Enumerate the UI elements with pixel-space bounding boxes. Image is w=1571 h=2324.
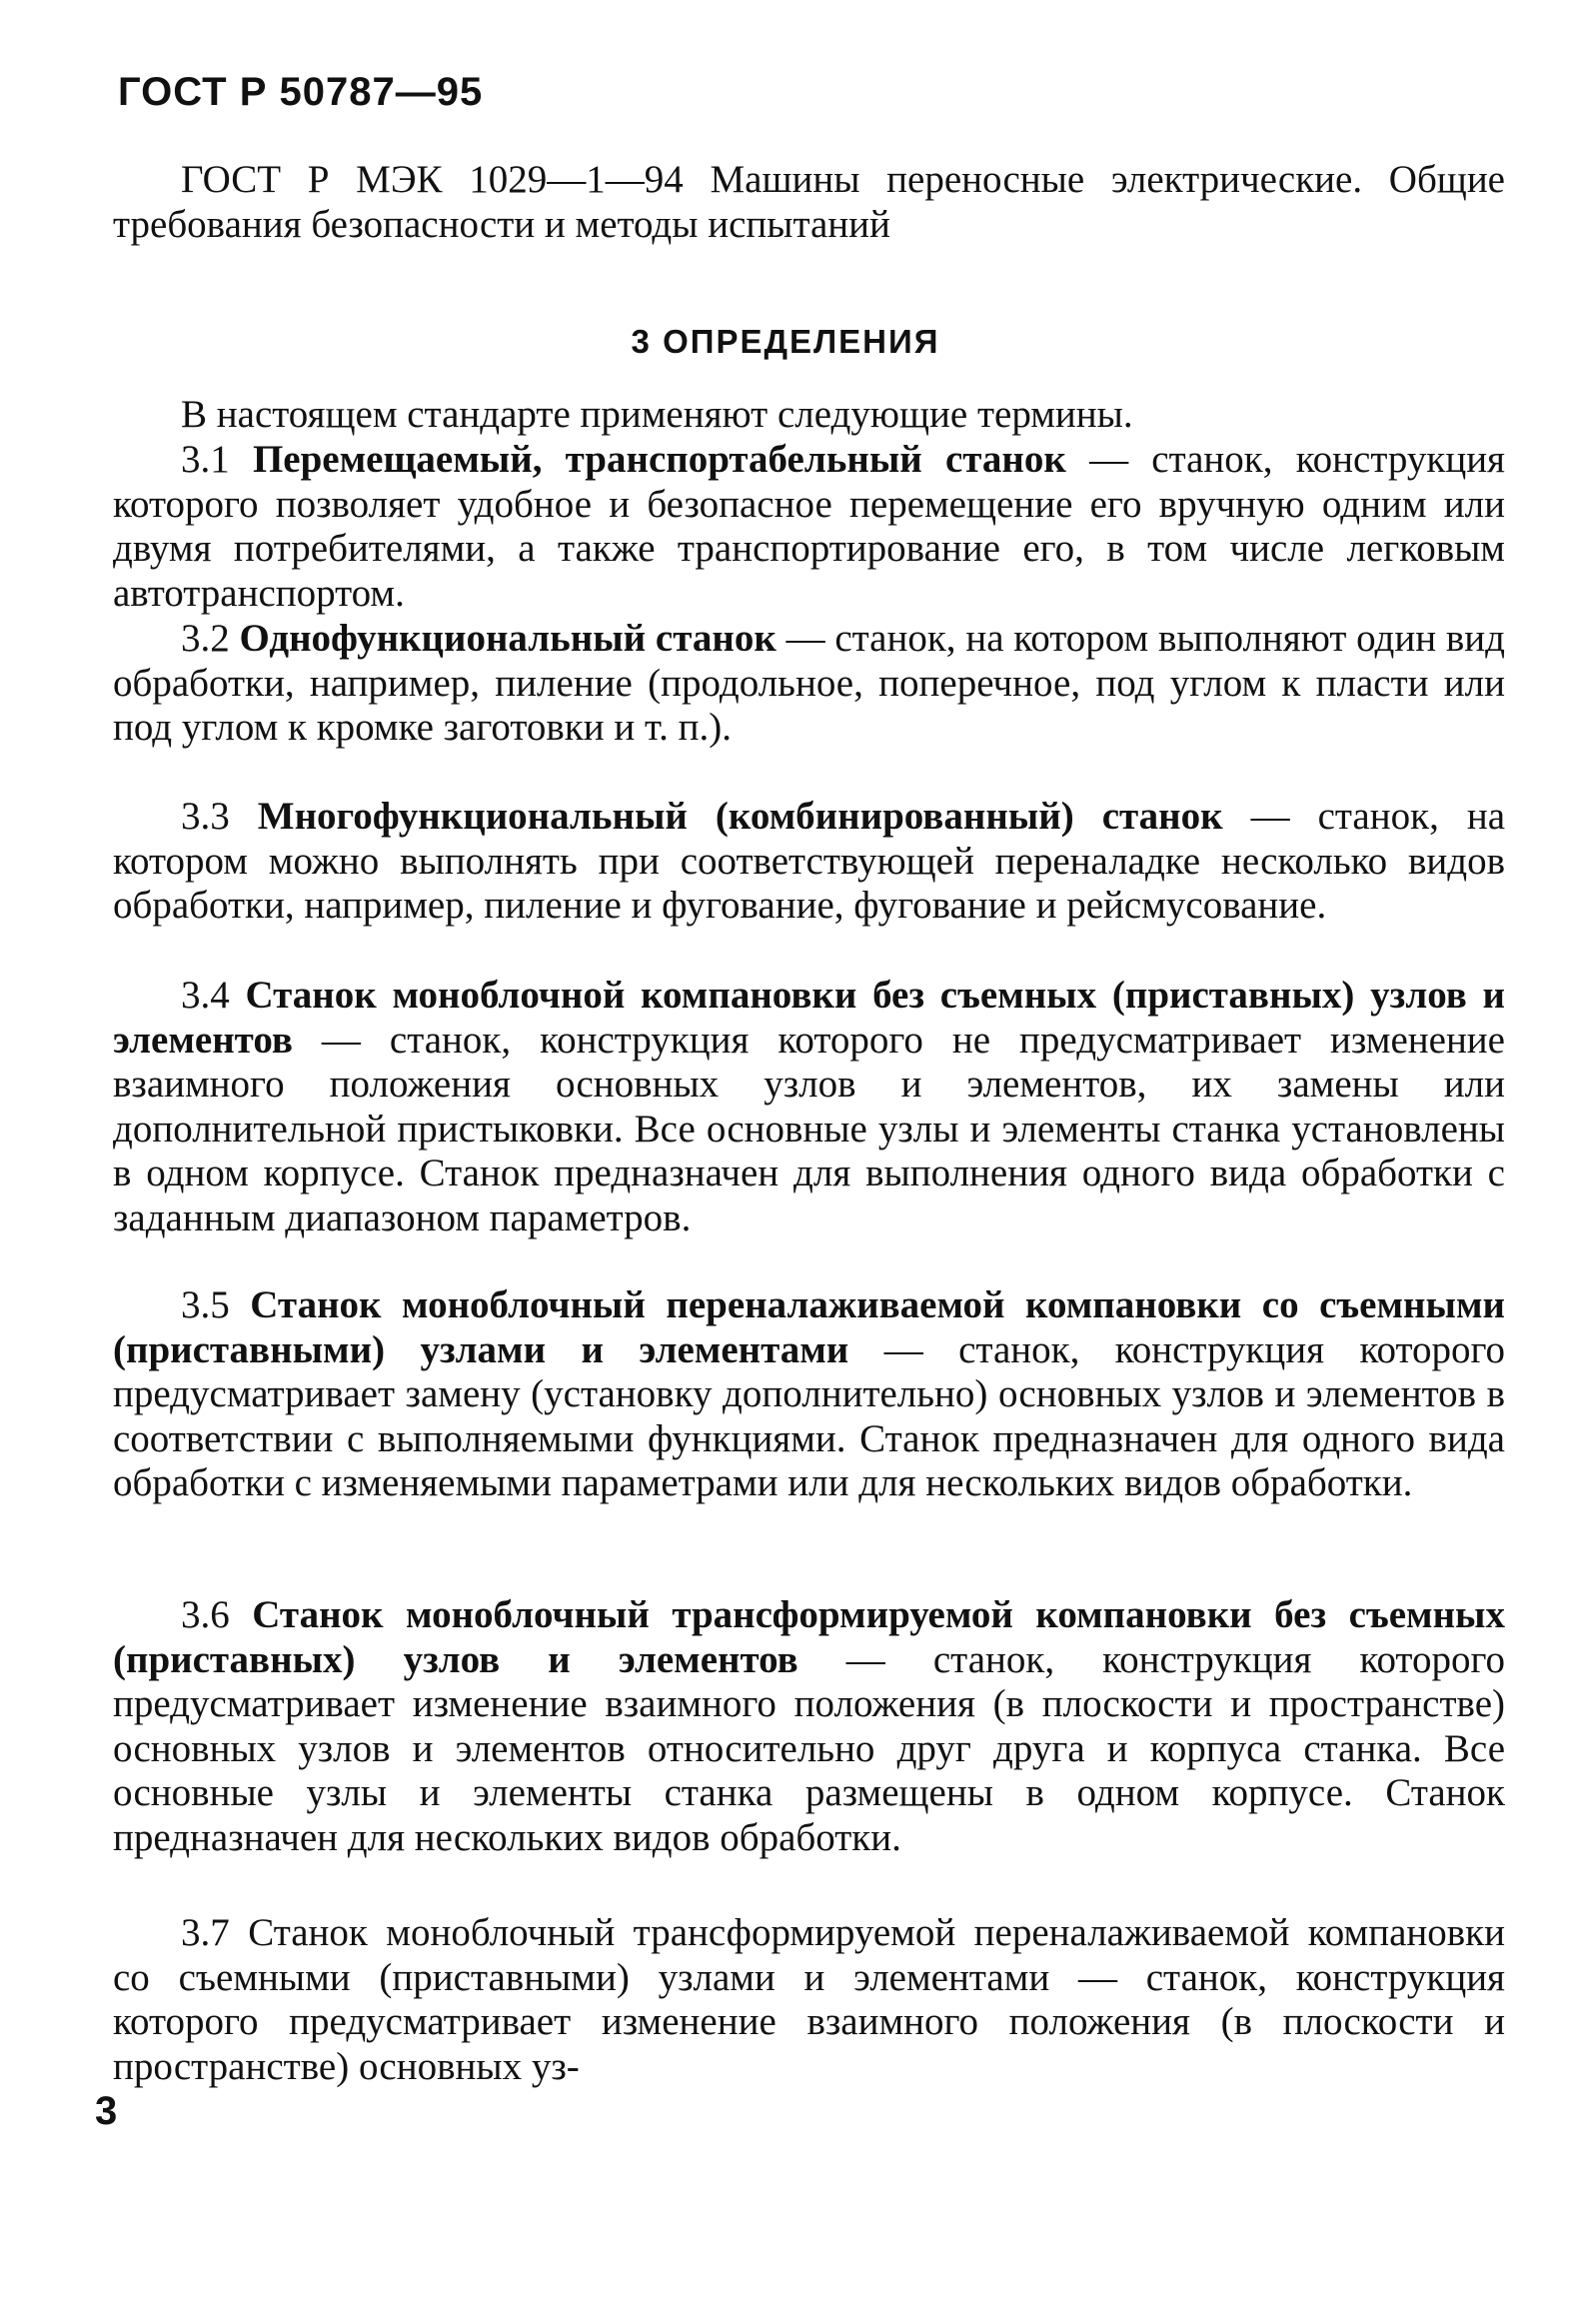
definition-number: 3.6: [181, 1593, 230, 1636]
definition-term: Станок моноблочной компановки без съемных (приставных) узлов и элементов: [113, 974, 1505, 1062]
definition-text: — станок, конструкция которого позволяет удобное и безопасное перемещение его вручную одним или двумя потребителями, а также транспортирование его, в том числе легковым автотранспортом.: [113, 438, 1505, 615]
definition-number: 3.3: [181, 795, 230, 838]
definition-3-3: [113, 795, 1505, 929]
definition-text: Станок моноблочный трансформируемой переналаживаемой компановки со съемными (приставными) узлами и элементами — станок, конструкция которого предусматривает изменение взаимного положения (в плоскости и пространстве) основных уз-: [113, 1911, 1505, 2088]
intro-paragraph: [113, 393, 1505, 438]
definition-3-2: [113, 617, 1505, 751]
definition-text: — станок, конструкция которого не предусматривает изменение взаимного положения основных узлов и элементов, их замены или дополнительной пристыковки. Все основные узлы и элементы станка установлены в одном корпусе. Станок предназначен для выполнения одного вида обработки с заданным диапазоном параметров.: [113, 1018, 1505, 1239]
document-header: ГОСТ Р 50787—95: [118, 70, 484, 114]
definition-text: — станок, конструкция которого предусматривает изменение взаимного положения (в плоскости и пространстве) основных узлов и элементов относительно друг друга и корпуса станка. Все основные узлы и элементы станка размещены в одном корпусе. Станок предназначен для нескольких видов обработки.: [113, 1637, 1505, 1859]
definition-3-7: [113, 1911, 1505, 2089]
definition-text: — станок, конструкция которого предусматривает замену (установку дополнительно) основных узлов и элементов в соответствии с выполняемыми функциями. Станок предназначен для одного вида обработки с изменяемыми параметрами или для нескольких видов обработки.: [113, 1327, 1506, 1504]
definition-number: 3.2: [181, 617, 230, 660]
definition-number: 3.4: [181, 974, 230, 1017]
definition-3-1: [113, 438, 1505, 616]
definition-3-5: [113, 1283, 1505, 1506]
definition-3-6: [113, 1593, 1505, 1860]
definition-number: 3.5: [181, 1283, 230, 1326]
reference-paragraph: [113, 158, 1505, 247]
definition-text: — станок, на котором выполняют один вид обработки, например, пиление (продольное, поперечное, под углом к пласти или под углом к кромке заготовки и т. п.).: [113, 617, 1506, 749]
definition-term: Перемещаемый, транспортабельный станок: [252, 438, 1066, 481]
intro-text: В настоящем стандарте применяют следующие термины.: [181, 393, 1133, 436]
definition-number: 3.7: [181, 1911, 230, 1954]
definition-3-4: [113, 974, 1505, 1240]
definition-term: Станок моноблочный трансформируемой компановки без съемных (приставных) узлов и элементов: [113, 1593, 1505, 1681]
page-number: 3: [95, 2089, 118, 2133]
definition-term: Станок моноблочный переналаживаемой компановки со съемными (приставными) узлами и элементами: [113, 1283, 1506, 1371]
definition-text: — станок, на котором можно выполнять при соответствующей переналадке несколько видов обработки, например, пиление и фугование, фугование и рейсмусование.: [113, 795, 1505, 927]
reference-text: ГОСТ Р МЭК 1029—1—94 Машины переносные электрические. Общие требования безопасности и методы испытаний: [113, 158, 1505, 246]
definition-term: Многофункциональный (комбинированный) станок: [257, 795, 1223, 838]
section-title: 3 ОПРЕДЕЛЕНИЯ: [631, 323, 940, 360]
definition-term: Однофункциональный станок: [239, 617, 777, 660]
definition-number: 3.1: [181, 438, 230, 481]
